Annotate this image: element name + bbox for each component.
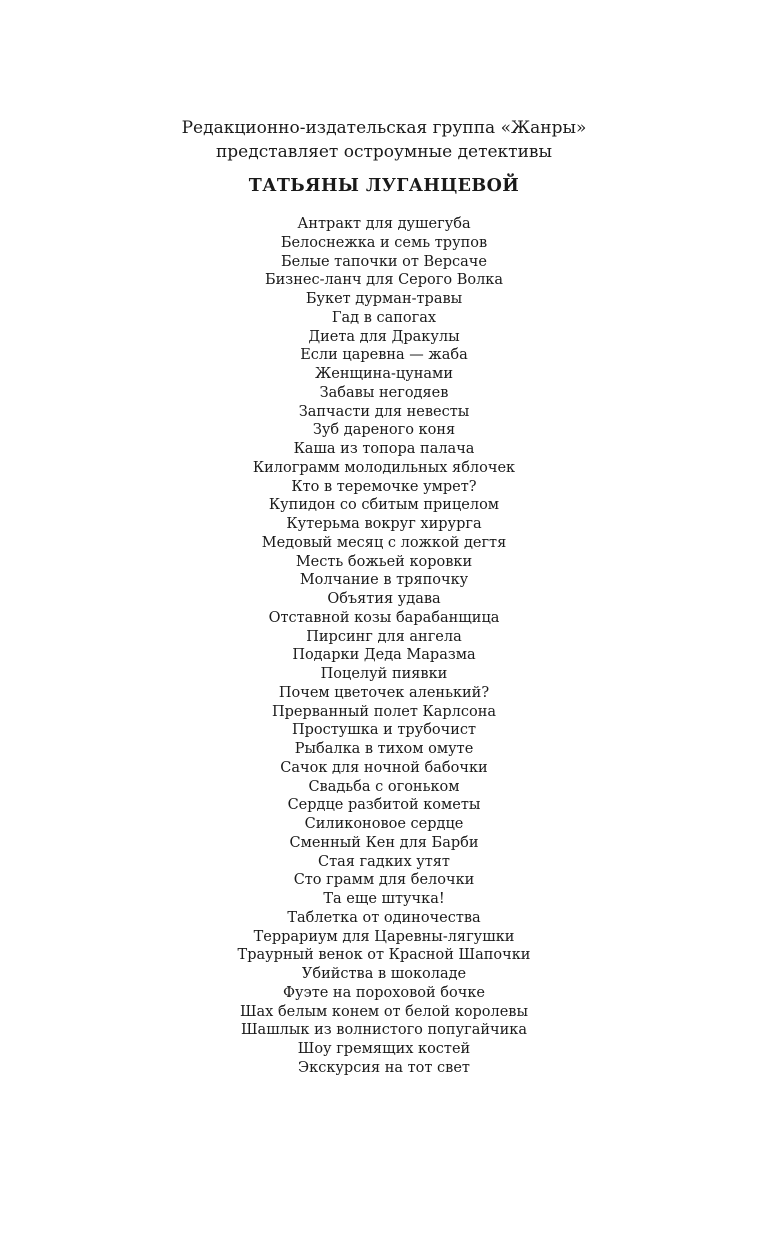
book-title: Фуэте на пороховой бочке: [283, 984, 485, 1001]
book-title: Та еще штучка!: [323, 891, 445, 907]
book-title: Каша из топора палача: [293, 441, 475, 457]
book-title: Экскурсия на тот свет: [298, 1059, 470, 1076]
book-title: Кто в теремочке умрет?: [291, 478, 477, 495]
book-title: Таблетка от одиночества: [287, 909, 481, 926]
book-title: Убийства в шоколаде: [301, 966, 467, 982]
book-title: Забавы негодяев: [319, 384, 449, 401]
book-title: Букет дурман-травы: [305, 291, 463, 307]
book-title: Траурный венок от Красной Шапочки: [237, 947, 531, 964]
book-title: Если царевна — жаба: [300, 347, 468, 364]
book-title: Почем цветочек аленький?: [278, 684, 490, 701]
book-title: Килограмм молодильных яблочек: [252, 459, 516, 476]
book-title: Запчасти для невесты: [298, 403, 470, 420]
book-title: Сто грамм для белочки: [293, 872, 475, 889]
book-title: Гад в сапогах: [331, 309, 437, 326]
book-title: Поцелуй пиявки: [320, 666, 448, 682]
book-title: Кутерьма вокруг хирурга: [286, 516, 482, 532]
book-title: Зуб дареного коня: [312, 422, 456, 439]
book-title: Купидон со сбитым прицелом: [268, 497, 500, 514]
book-title: Объятия удава: [327, 591, 441, 607]
book-title: Подарки Деда Маразма: [292, 647, 476, 664]
book-title: Шашлык из волнистого попугайчика: [241, 1022, 527, 1039]
publisher-line: Редакционно-издательская группа «Жанры»: [181, 118, 587, 138]
book-title: Террариум для Царевны-лягушки: [253, 928, 515, 945]
book-title: Сменный Кен для Барби: [289, 834, 479, 851]
publisher-intro: [0, 116, 768, 164]
book-title: Антракт для душегуба: [297, 216, 471, 232]
book-title: Шах белым конем от белой королевы: [239, 1003, 529, 1020]
book-title: Белоснежка и семь трупов: [280, 234, 488, 251]
book-title: Сачок для ночной бабочки: [280, 759, 488, 776]
book-title: Медовый месяц с ложкой дегтя: [261, 534, 507, 551]
book-titles-list: [0, 215, 768, 1078]
book-title: Пирсинг для ангела: [306, 628, 462, 645]
book-title: Бизнес-ланч для Серого Волка: [264, 272, 504, 289]
book-title: Силиконовое сердце: [304, 816, 464, 832]
book-title: Молчание в тряпочку: [299, 572, 469, 589]
book-title: Месть божьей коровки: [295, 553, 473, 570]
book-title: Прерванный полет Карлсона: [271, 703, 497, 720]
book-title: Свадьба с огоньком: [308, 778, 460, 795]
book-title: Рыбалка в тихом омуте: [294, 741, 474, 757]
author-name: ТАТЬЯНЫ ЛУГАНЦЕВОЙ: [248, 176, 520, 196]
book-title: Простушка и трубочист: [291, 722, 477, 739]
book-title: Белые тапочки от Версаче: [281, 253, 487, 270]
book-title: Диета для Дракулы: [308, 328, 460, 345]
book-title: Женщина-цунами: [315, 366, 453, 382]
book-title: Сердце разбитой кометы: [287, 797, 481, 814]
book-title: Стая гадких утят: [318, 853, 450, 870]
series-line: представляет остроумные детективы: [215, 142, 553, 162]
book-title: Отставной козы барабанщица: [268, 609, 500, 626]
book-title: Шоу гремящих костей: [297, 1041, 471, 1057]
